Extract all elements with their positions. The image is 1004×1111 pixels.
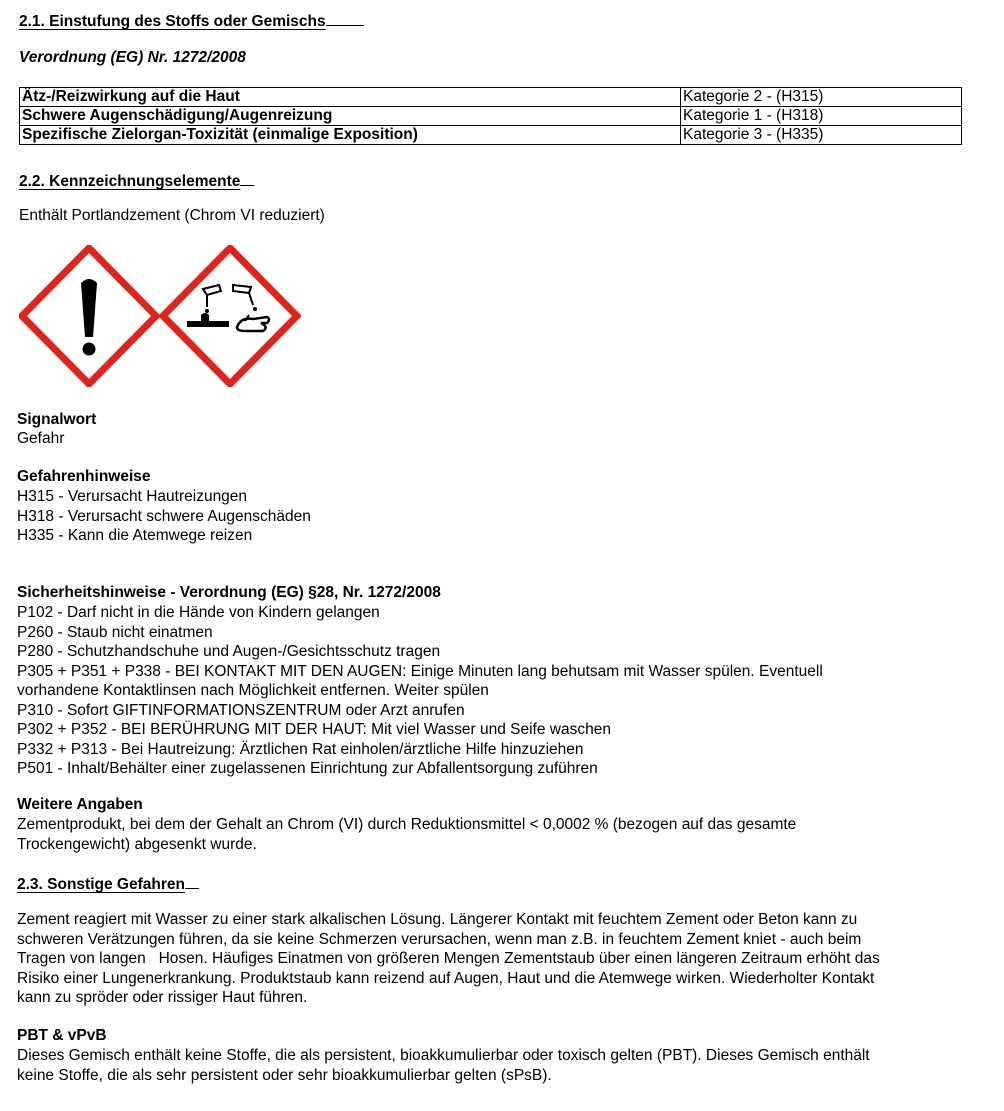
classification-table bbox=[19, 87, 962, 145]
other-hazards-line: Tragen von langen Hosen. Häufiges Einatmen von größeren Mengen Zementstaub über einen längeren Zeitraum erhöht das bbox=[17, 950, 880, 967]
contains-statement: Enthält Portlandzement (Chrom VI reduziert) bbox=[19, 207, 325, 224]
corrosion-icon bbox=[163, 248, 297, 384]
hazard-statement: H318 - Verursacht schwere Augenschäden bbox=[17, 507, 311, 525]
hazard-class-cell: Schwere Augenschädigung/Augenreizung bbox=[20, 107, 681, 126]
hazard-class-cell: Spezifische Zielorgan-Toxizität (einmalige Exposition) bbox=[20, 126, 681, 145]
pbt-label: PBT & vPvB bbox=[17, 1027, 107, 1044]
further-info-label: Weitere Angaben bbox=[17, 796, 143, 813]
precautionary-statement: P102 - Darf nicht in die Hände von Kindern gelangen bbox=[17, 604, 380, 621]
section-2-1-heading: 2.1. Einstufung des Stoffs oder Gemischs bbox=[19, 11, 364, 31]
section-2-2-heading: 2.2. Kennzeichnungselemente bbox=[19, 171, 254, 191]
precautionary-label: Sicherheitshinweise - Verordnung (EG) §28, Nr. 1272/2008 bbox=[17, 584, 441, 601]
precautionary-statement: P305 + P351 + P338 - BEI KONTAKT MIT DEN AUGEN: Einige Minuten lang behutsam mit Wasser spülen. Eventuell bbox=[17, 662, 823, 680]
precautionary-statement: P332 + P313 - Bei Hautreizung: Ärztlichen Rat einholen/ärztliche Hilfe hinzuziehen bbox=[17, 740, 584, 758]
hazard-class-cell: Ätz-/Reizwirkung auf die Haut bbox=[20, 88, 681, 107]
other-hazards-line: kann zu spröder oder rissiger Haut führen. bbox=[17, 989, 308, 1006]
precautionary-statement: P310 - Sofort GIFTINFORMATIONSZENTRUM oder Arzt anrufen bbox=[17, 701, 465, 719]
precautionary-statement: P260 - Staub nicht einatmen bbox=[17, 623, 213, 641]
other-hazards-line: Zement reagiert mit Wasser zu einer stark alkalischen Lösung. Längerer Kontakt mit feuchtem Zement oder Beton kann zu bbox=[17, 911, 858, 928]
hazard-category-cell: Kategorie 3 - (H335) bbox=[681, 126, 962, 145]
pbt-text bbox=[17, 1046, 870, 1085]
table-row bbox=[20, 88, 962, 107]
further-info-line: Trockengewicht) abgesenkt wurde. bbox=[17, 835, 257, 853]
precautionary-statement: P501 - Inhalt/Behälter einer zugelassenen Einrichtung zur Abfallentsorgung zuführen bbox=[17, 760, 598, 777]
ghs-pictograms bbox=[19, 245, 301, 387]
hazard-category-cell: Kategorie 2 - (H315) bbox=[681, 88, 962, 107]
table-row bbox=[20, 126, 962, 145]
pbt-line: Dieses Gemisch enthält keine Stoffe, die als persistent, bioakkumulierbar oder toxisch gelten (PBT). Dieses Gemisch enthält bbox=[17, 1047, 870, 1064]
other-hazards-line: schweren Verätzungen führen, da sie keine Schmerzen verursachen, wenn man z.B. in feuchtem Zement kniet - auch beim bbox=[17, 930, 862, 948]
precautionary-statement: P280 - Schutzhandschuhe und Augen-/Gesichtsschutz tragen bbox=[17, 643, 441, 660]
section-2-3-heading: 2.3. Sonstige Gefahren bbox=[17, 874, 199, 894]
hazard-category-cell: Kategorie 1 - (H318) bbox=[681, 107, 962, 126]
further-info-line: Zementprodukt, bei dem der Gehalt an Chrom (VI) durch Reduktionsmittel < 0,0002 % (bezogen auf das gesamte bbox=[17, 816, 797, 833]
signal-word-label: Signalwort bbox=[17, 411, 97, 428]
hazard-statements-list bbox=[17, 487, 311, 546]
exclamation-mark-icon bbox=[19, 245, 301, 387]
signal-word: Gefahr bbox=[17, 430, 65, 447]
other-hazards-text bbox=[17, 910, 880, 1008]
hazard-statements-label: Gefahrenhinweise bbox=[17, 468, 151, 485]
pbt-line: keine Stoffe, die als sehr persistent oder sehr bioakkumulierbar gelten (sPsB). bbox=[17, 1066, 552, 1084]
hazard-statement: H315 - Verursacht Hautreizungen bbox=[17, 488, 248, 505]
further-info-text bbox=[17, 815, 796, 854]
regulation-title: Verordnung (EG) Nr. 1272/2008 bbox=[19, 49, 246, 66]
other-hazards-line: Risiko einer Lungenerkrankung. Produktstaub kann reizend auf Augen, Haut und die Atemwege wirken. Wiederholter Kontakt bbox=[17, 969, 875, 987]
table-row bbox=[20, 107, 962, 126]
precautionary-statement: P302 + P352 - BEI BERÜHRUNG MIT DER HAUT: Mit viel Wasser und Seife waschen bbox=[17, 721, 611, 738]
precautionary-statements-list bbox=[17, 603, 823, 779]
precautionary-statement: vorhandene Kontaktlinsen nach Möglichkeit entfernen. Weiter spülen bbox=[17, 682, 489, 699]
hazard-statement: H335 - Kann die Atemwege reizen bbox=[17, 527, 253, 544]
